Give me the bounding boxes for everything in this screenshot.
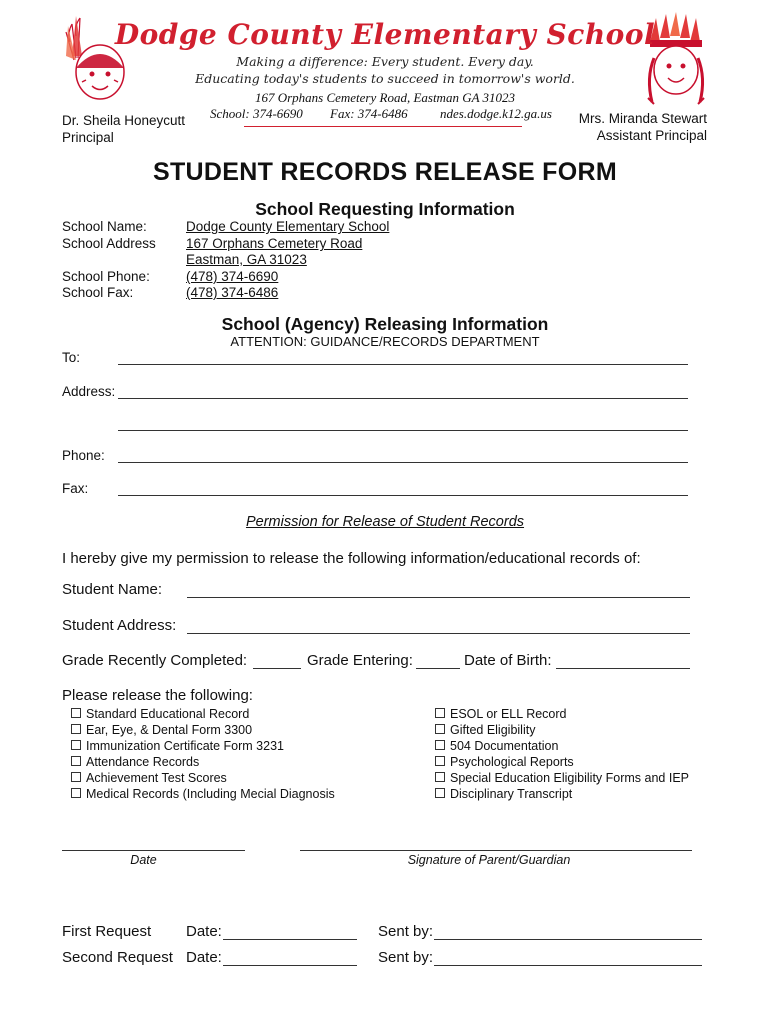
record-label: Immunization Certificate Form 3231	[86, 739, 284, 753]
record-checkbox-item[interactable]	[435, 770, 689, 786]
records-list-right	[435, 706, 689, 802]
checkbox[interactable]	[71, 772, 81, 782]
dob-label: Date of Birth:	[464, 652, 552, 669]
checkbox[interactable]	[71, 756, 81, 766]
permission-statement: I hereby give my permission to release the following information/educational records of:	[62, 550, 641, 567]
school-phone-label: School Phone:	[62, 269, 150, 284]
tagline-1: Making a difference: Every student. Every day.	[236, 54, 534, 69]
asst-principal-name: Mrs. Miranda Stewart	[578, 111, 707, 126]
record-label: Disciplinary Transcript	[450, 787, 573, 801]
first-request-date-field[interactable]	[223, 939, 357, 940]
student-address-label: Student Address:	[62, 617, 177, 634]
grade-completed-field[interactable]	[253, 668, 301, 669]
header-divider	[244, 126, 522, 127]
record-label: ESOL or ELL Record	[450, 707, 567, 721]
record-checkbox-item[interactable]	[71, 706, 335, 722]
school-address-label: School Address	[62, 236, 156, 251]
first-request-date-label: Date:	[186, 923, 222, 940]
phone-label: Phone:	[62, 448, 105, 463]
checkbox[interactable]	[71, 708, 81, 718]
date-signature-field[interactable]	[62, 850, 245, 851]
second-request-date-label: Date:	[186, 949, 222, 966]
signature-caption: Signature of Parent/Guardian	[407, 853, 571, 867]
principal-title: Principal	[62, 130, 114, 145]
record-checkbox-item[interactable]	[71, 722, 335, 738]
attention-line: ATTENTION: GUIDANCE/RECORDS DEPARTMENT	[230, 334, 540, 349]
fax-label: Fax:	[62, 481, 89, 496]
school-name: Dodge County Elementary School	[114, 18, 656, 51]
record-checkbox-item[interactable]	[71, 738, 335, 754]
tagline-2: Educating today's students to succeed in tomorrow's world.	[195, 71, 575, 86]
checkbox[interactable]	[435, 724, 445, 734]
record-checkbox-item[interactable]	[435, 786, 689, 802]
school-address-line2: Eastman, GA 31023	[186, 252, 307, 267]
date-caption: Date	[130, 853, 157, 867]
dob-field[interactable]	[556, 668, 690, 669]
record-checkbox-item[interactable]	[435, 706, 689, 722]
school-website: ndes.dodge.k12.ga.us	[440, 106, 552, 121]
checkbox[interactable]	[71, 740, 81, 750]
first-request-sentby-field[interactable]	[434, 939, 702, 940]
checkbox[interactable]	[435, 788, 445, 798]
asst-principal-block	[579, 110, 707, 144]
grade-entering-label: Grade Entering:	[307, 652, 413, 669]
school-fax-label: School Fax:	[62, 285, 134, 300]
record-checkbox-item[interactable]	[435, 738, 689, 754]
record-checkbox-item[interactable]	[435, 722, 689, 738]
phone-field[interactable]	[118, 462, 688, 463]
checkbox[interactable]	[71, 788, 81, 798]
checkbox[interactable]	[435, 708, 445, 718]
first-request-label: First Request	[62, 923, 152, 940]
principal-name: Dr. Sheila Honeycutt	[62, 113, 186, 128]
record-label: Medical Records (Including Mecial Diagnosis	[86, 787, 335, 801]
record-label: Special Education Eligibility Forms and IEP	[450, 771, 690, 785]
record-label: 504 Documentation	[450, 739, 559, 753]
asst-principal-title: Assistant Principal	[596, 128, 707, 143]
record-label: Achievement Test Scores	[86, 771, 227, 785]
checkbox[interactable]	[71, 724, 81, 734]
second-request-label: Second Request	[62, 949, 173, 966]
releasing-heading: School (Agency) Releasing Information	[221, 314, 549, 334]
second-request-date-field[interactable]	[223, 965, 357, 966]
form-title: STUDENT RECORDS RELEASE FORM	[153, 158, 617, 186]
fax-field[interactable]	[118, 495, 688, 496]
checkbox[interactable]	[435, 772, 445, 782]
address-field-1[interactable]	[118, 398, 688, 399]
record-label: Psychological Reports	[450, 755, 574, 769]
checkbox[interactable]	[435, 740, 445, 750]
to-field[interactable]	[118, 364, 688, 365]
school-address-line1: 167 Orphans Cemetery Road	[186, 236, 363, 251]
student-name-label: Student Name:	[62, 581, 163, 598]
school-fax-header: Fax: 374-6486	[330, 106, 408, 121]
record-label: Gifted Eligibility	[450, 723, 536, 737]
school-name-label: School Name:	[62, 219, 147, 234]
address-field-2[interactable]	[118, 430, 688, 431]
records-list-left	[71, 706, 335, 802]
record-checkbox-item[interactable]	[71, 770, 335, 786]
second-request-sentby-field[interactable]	[434, 965, 702, 966]
address-label: Address:	[62, 384, 116, 399]
first-request-sentby-label: Sent by:	[378, 923, 434, 940]
record-checkbox-item[interactable]	[71, 786, 335, 802]
permission-title: Permission for Release of Student Records	[245, 514, 525, 530]
record-label: Standard Educational Record	[86, 707, 250, 721]
record-label: Attendance Records	[86, 755, 200, 769]
release-label: Please release the following:	[62, 687, 253, 704]
record-checkbox-item[interactable]	[71, 754, 335, 770]
student-address-field[interactable]	[187, 633, 690, 634]
school-address-header: 167 Orphans Cemetery Road, Eastman GA 31023	[254, 90, 516, 105]
school-name-value: Dodge County Elementary School	[186, 219, 390, 234]
school-phone-value: (478) 374-6690	[186, 269, 279, 284]
record-checkbox-item[interactable]	[435, 754, 689, 770]
grade-completed-label: Grade Recently Completed:	[62, 652, 248, 669]
to-label: To:	[62, 350, 81, 365]
student-name-field[interactable]	[187, 597, 690, 598]
record-label: Ear, Eye, & Dental Form 3300	[86, 723, 253, 737]
school-fax-value: (478) 374-6486	[186, 285, 279, 300]
school-phone-header: School: 374-6690	[210, 106, 303, 121]
grade-entering-field[interactable]	[416, 668, 460, 669]
parent-signature-field[interactable]	[300, 850, 692, 851]
principal-block	[62, 112, 185, 146]
second-request-sentby-label: Sent by:	[378, 949, 434, 966]
requesting-heading: School Requesting Information	[255, 199, 515, 219]
checkbox[interactable]	[435, 756, 445, 766]
